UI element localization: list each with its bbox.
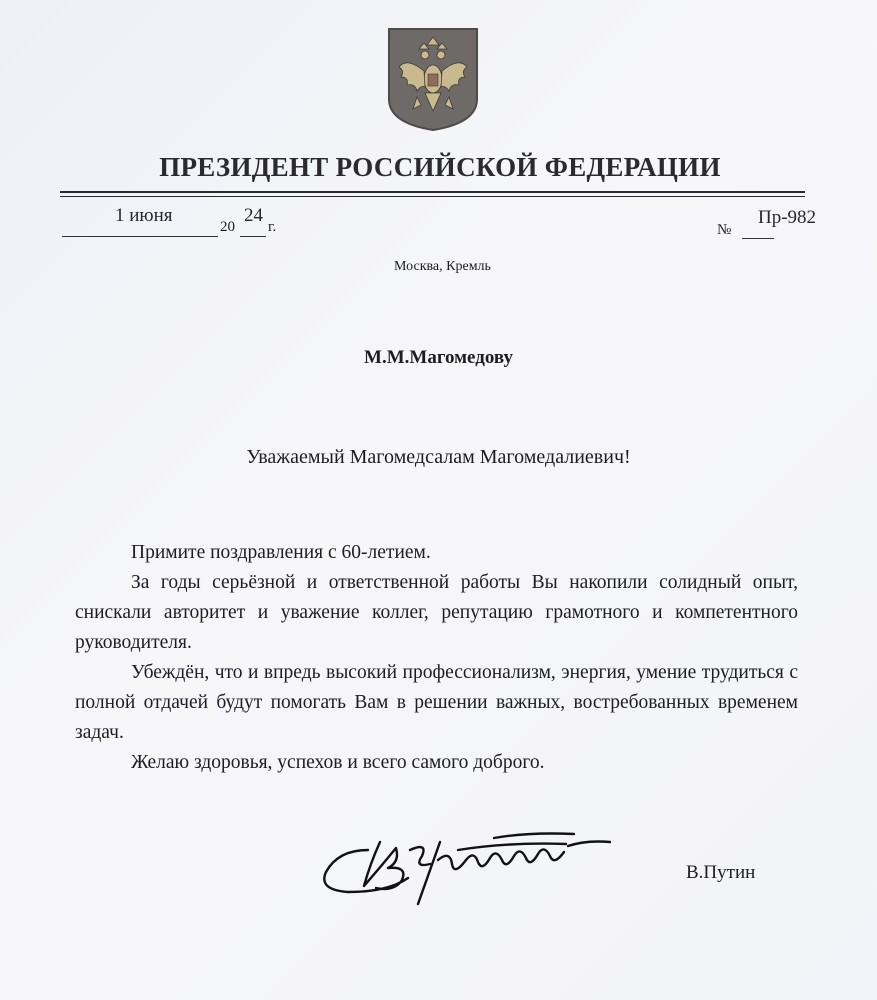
coat-of-arms-icon: [387, 27, 479, 132]
date-underline: [62, 236, 218, 237]
signer-name: В.Путин: [686, 862, 756, 883]
letter-body: [75, 538, 798, 778]
handwritten-signature: [318, 820, 628, 910]
paragraph: Примите поздравления с 60-летием.: [131, 542, 431, 563]
paragraph: Желаю здоровья, успехов и всего самого доброго.: [131, 752, 545, 773]
header-rule-thin: [60, 196, 805, 197]
addressee: М.М.Магомедову: [364, 347, 513, 368]
date-day: 1 июня: [115, 205, 173, 226]
number-sign: №: [717, 222, 732, 238]
year-label: г.: [268, 219, 277, 235]
salutation: Уважаемый Магомедсалам Магомедалиевич!: [246, 446, 631, 468]
year-underline: [240, 236, 266, 237]
number-underline: [742, 238, 774, 239]
place-of-issue: Москва, Кремль: [394, 259, 491, 274]
year-prefix: 20: [220, 219, 235, 235]
office-title: ПРЕЗИДЕНТ РОССИЙСКОЙ ФЕДЕРАЦИИ: [159, 152, 721, 182]
year-suffix: 24: [244, 205, 263, 226]
paragraph: За годы серьёзной и ответственной работы Вы накопили солидный опыт, снискали авторитет и уважение коллег, репутацию грамотного и компетентного руководителя.: [75, 572, 798, 653]
paragraph: Убеждён, что и впредь высокий профессионализм, энергия, умение трудиться с полной отдачей будут помогать Вам в решении важных, востребованных временем задач.: [75, 662, 798, 743]
header-rule: [60, 191, 805, 193]
document-number: Пр-982: [758, 207, 817, 228]
